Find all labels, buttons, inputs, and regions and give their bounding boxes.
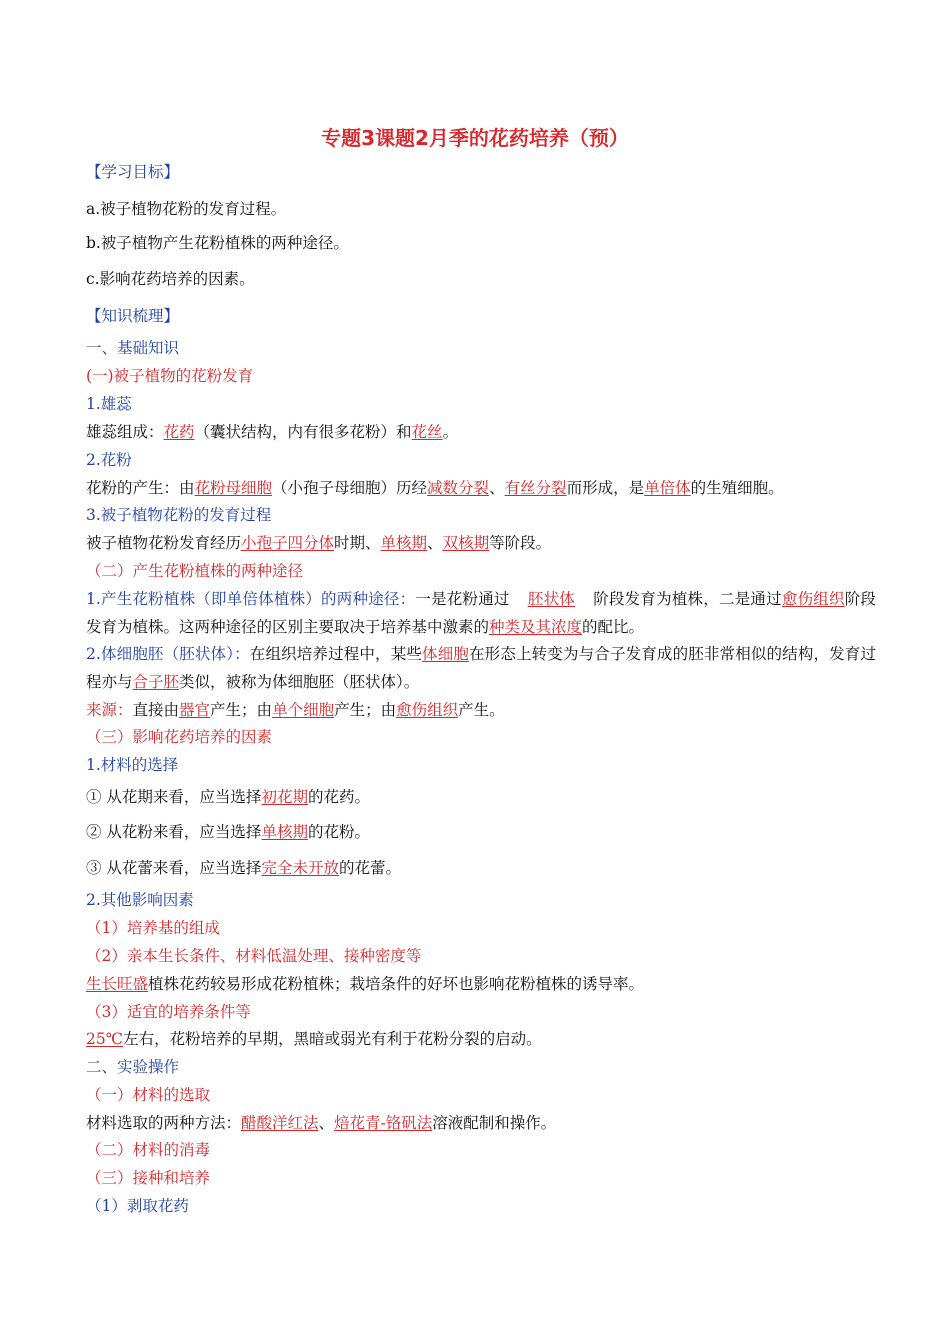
source-paragraph: [86, 696, 876, 724]
text-segment: 植株花药较易形成花粉植株；栽培条件的好坏也影响花粉植株的诱导率。: [148, 975, 645, 993]
answer-blank: 生长旺盛: [86, 975, 149, 993]
text-segment: 一是花粉通过: [415, 590, 510, 608]
text-segment: 直接由: [132, 701, 180, 719]
answer-blank: 体细胞: [422, 645, 470, 663]
goal-item-b: b.被子植物产生花粉植株的两种途径。: [86, 234, 349, 252]
factor-1-heading: （1）培养基的组成: [86, 919, 220, 937]
text-segment: 、: [318, 1114, 335, 1132]
text-segment: ③ 从花蕾来看，应当选择: [86, 859, 262, 877]
answer-blank: 愈伤组织: [781, 590, 845, 608]
answer-blank: 单倍体: [644, 479, 691, 497]
answer-blank: 花丝: [411, 423, 443, 441]
answer-blank: 焙花青-铬矾法: [334, 1114, 433, 1132]
answer-blank: 减数分裂: [427, 479, 490, 497]
factor-3-paragraph: [86, 1025, 876, 1053]
answer-blank: 醋酸洋红法: [241, 1114, 319, 1132]
subheading-inline: 1.产生花粉植株（即单倍体植株）的两种途径：: [86, 590, 416, 608]
goal-item-a: a.被子植物花粉的发育过程。: [86, 200, 287, 218]
text-segment: 阶段发育为植株，二是通过: [593, 590, 782, 608]
answer-blank: 小孢子四分体: [241, 534, 335, 552]
section3-2-heading: 2.其他影响因素: [86, 891, 194, 909]
answer-blank: 完全未开放: [261, 859, 339, 877]
answer-blank: 单核期: [380, 534, 428, 552]
text-segment: 、: [489, 479, 505, 497]
pollen-paragraph: [86, 474, 876, 502]
goals-header: 【学习目标】: [86, 163, 180, 181]
text-segment: 类似，被称为体细胞胚（胚状体）。: [179, 673, 420, 691]
answer-blank: 初花期: [261, 788, 308, 806]
text-segment: 在组织培养过程中，某些: [249, 645, 423, 663]
section1-3-heading: 3.被子植物花粉的发育过程: [86, 506, 272, 524]
section3-1-heading: 1.材料的选择: [86, 756, 179, 774]
text-segment: 在形态上转变为与合子发育成的胚非常相似的结构，发育过程亦与: [86, 645, 876, 691]
factor-3-heading: （3）适宜的培养条件等: [86, 1003, 251, 1021]
exp-3-heading: （三）接种和培养: [86, 1169, 211, 1187]
section2-heading: （二）产生花粉植株的两种途径: [86, 562, 304, 580]
answer-blank: 种类及其浓度: [489, 618, 583, 636]
text-segment: 的配比。: [582, 618, 645, 636]
answer-blank: 胚状体: [527, 590, 576, 608]
text-segment: ① 从花期来看，应当选择: [86, 788, 262, 806]
knowledge-header: 【知识梳理】: [86, 307, 180, 325]
text-segment: 的花蕾。: [338, 859, 401, 877]
answer-blank: 愈伤组织: [396, 701, 459, 719]
answer-blank: 器官: [179, 701, 211, 719]
text-segment: 材料选取的两种方法：: [86, 1114, 242, 1132]
subheading-inline: 2.体细胞胚（胚状体）：: [86, 645, 250, 663]
answer-blank: 花粉母细胞: [194, 479, 273, 497]
exp-3-1-heading: （1）剥取花药: [86, 1197, 189, 1215]
embryoid-paragraph: [86, 640, 876, 696]
text-segment: 等阶段。: [489, 534, 552, 552]
answer-blank: 单核期: [261, 823, 308, 841]
development-paragraph: [86, 529, 876, 557]
text-segment: 溶液配制和操作。: [432, 1114, 557, 1132]
answer-blank: 25℃: [86, 1030, 124, 1048]
text-segment: 。: [442, 423, 459, 441]
part2-heading: 二、实验操作: [86, 1058, 180, 1076]
answer-blank: 双核期: [442, 534, 490, 552]
answer-blank: 单个细胞: [272, 701, 335, 719]
text-segment: ② 从花粉来看，应当选择: [86, 823, 262, 841]
text-segment: 产生。: [458, 701, 505, 719]
material-item-2: [86, 818, 876, 846]
two-pathways-paragraph: [86, 585, 876, 641]
factor-2-heading: （2）亲本生长条件、材料低温处理、接种密度等: [86, 947, 422, 965]
material-item-1: [86, 783, 876, 811]
text-segment: 时期、: [334, 534, 381, 552]
text-segment: 的花药。: [307, 788, 370, 806]
exp-1-paragraph: [86, 1109, 876, 1137]
answer-blank: 有丝分裂: [504, 479, 567, 497]
text-segment: 产生；由: [210, 701, 273, 719]
text-segment: 雄蕊组成：: [86, 423, 164, 441]
material-item-3: [86, 854, 876, 882]
section1-1-heading: 1.雄蕊: [86, 395, 132, 413]
text-segment: 的花粉。: [307, 823, 370, 841]
exp-2-heading: （二）材料的消毒: [86, 1141, 211, 1159]
section3-heading: （三）影响花药培养的因素: [86, 728, 273, 746]
text-segment: 花粉的产生：由: [86, 479, 195, 497]
text-segment: 而形成，是: [566, 479, 645, 497]
text-segment: 左右，花粉培养的早期，黑暗或弱光有利于花粉分裂的启动。: [123, 1030, 542, 1048]
text-segment: 阶段发育为植株。这两种途径的区别主要取决于培养基中激素的: [86, 590, 876, 636]
stamen-paragraph: [86, 418, 876, 446]
text-segment: 、: [427, 534, 443, 552]
page-title: 专题3课题2月季的花药培养（预）: [321, 126, 629, 150]
label-inline: 来源：: [86, 701, 133, 719]
part1-heading: 一、基础知识: [86, 339, 180, 357]
answer-blank: 花药: [163, 423, 195, 441]
text-segment: 被子植物花粉发育经历: [86, 534, 242, 552]
text-segment: 产生；由: [334, 701, 397, 719]
section1-heading: (一)被子植物的花粉发育: [86, 367, 254, 385]
exp-1-heading: （一）材料的选取: [86, 1086, 211, 1104]
text-segment: 的生殖细胞。: [690, 479, 784, 497]
text-segment: （囊状结构，内有很多花粉）和: [194, 423, 412, 441]
text-segment: （小孢子母细胞）历经: [272, 479, 428, 497]
goal-item-c: c.影响花药培养的因素。: [86, 270, 255, 288]
answer-blank: 合子胚: [132, 673, 180, 691]
section1-2-heading: 2.花粉: [86, 451, 132, 469]
factor-2-paragraph: [86, 970, 876, 998]
